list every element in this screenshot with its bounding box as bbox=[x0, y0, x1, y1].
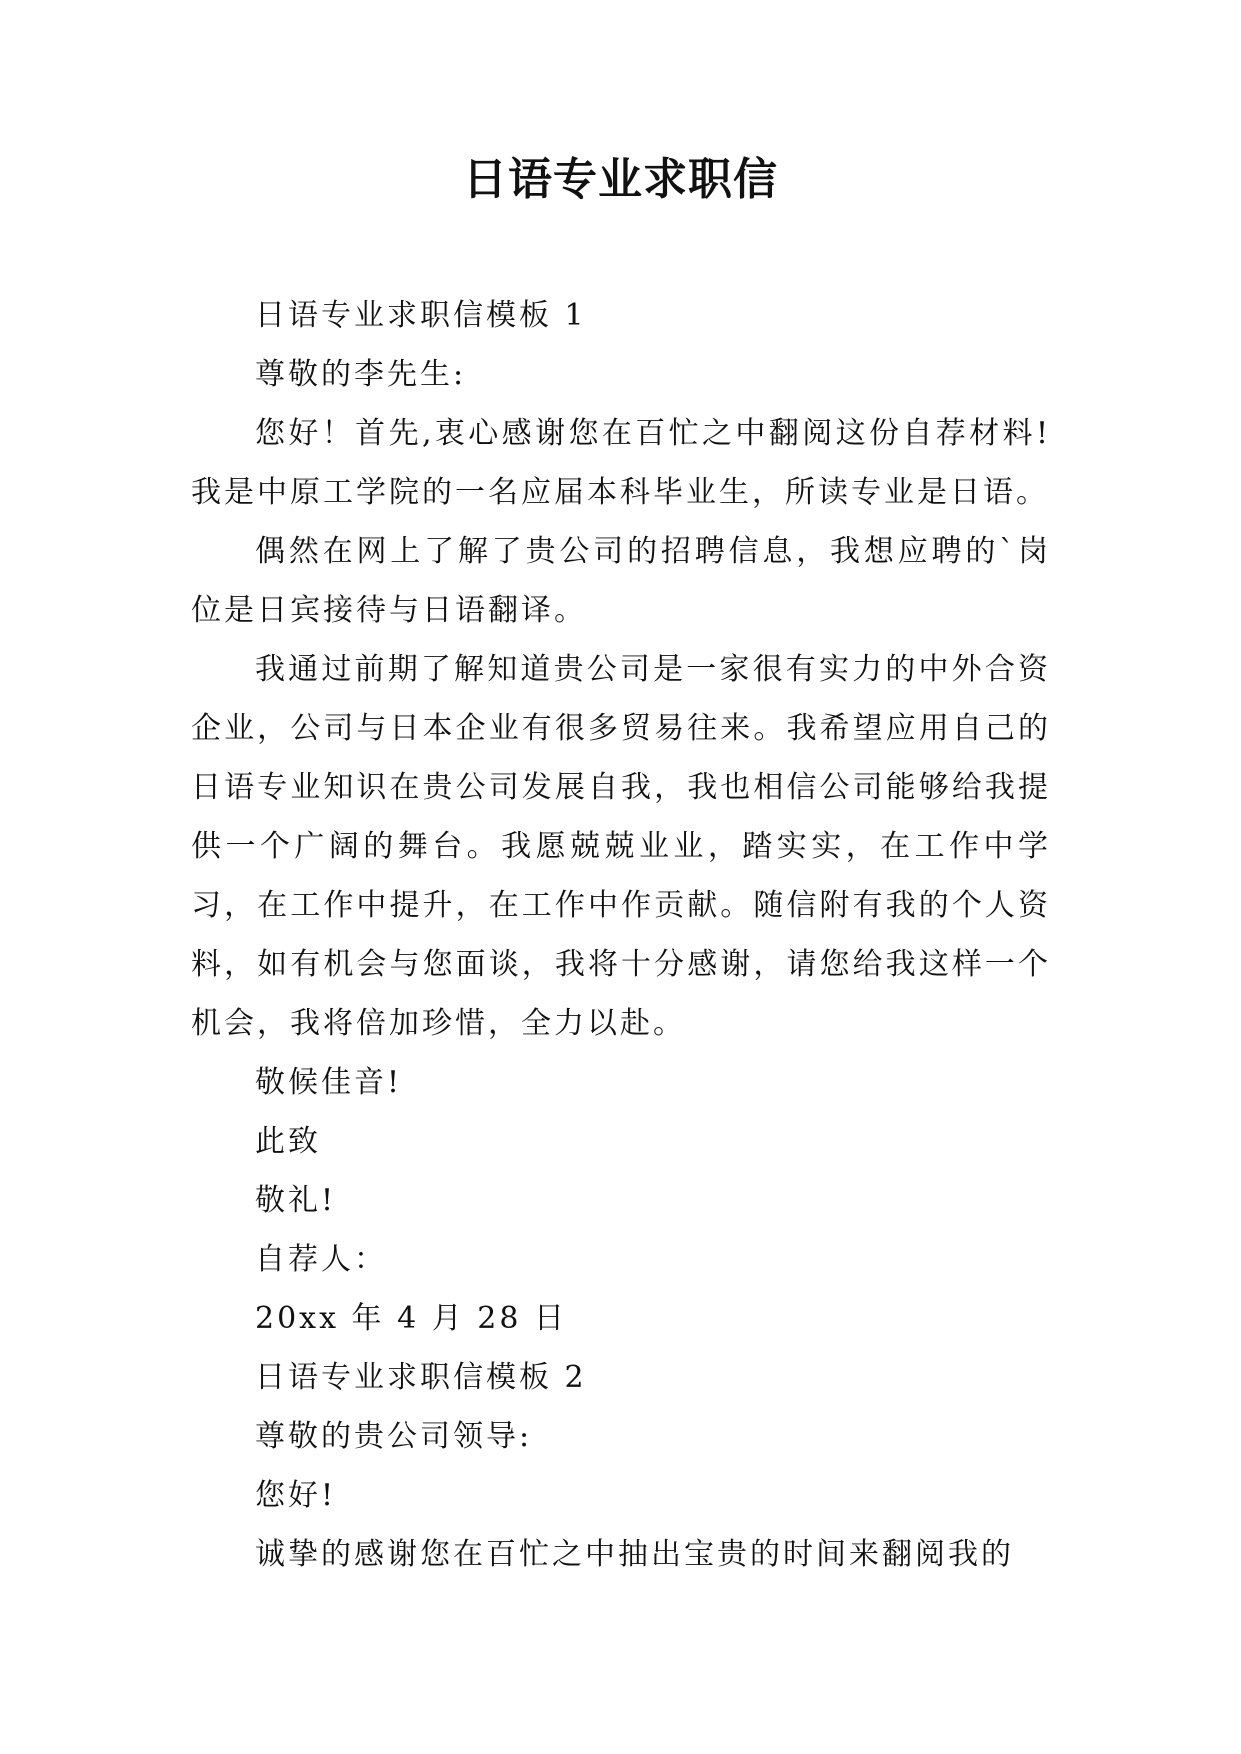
paragraph: 偶然在网上了解了贵公司的招聘信息，我想应聘的`岗位是日宾接待与日语翻译。 bbox=[191, 534, 1051, 628]
letter-date: 20xx 年 4 月 28 日 bbox=[255, 1301, 567, 1336]
document-title: 日语专业求职信 bbox=[463, 154, 778, 205]
paragraph: 我通过前期了解知道贵公司是一家很有实力的中外合资企业，公司与日本企业有很多贸易往来。我希望应用自己的日语专业知识在贵公司发展自我，我也相信公司能够给我提供一个广阔的舞台。我愿兢兢业业，踏实实，在工作中学习，在工作中提升，在工作中作贡献。随信附有我的个人资料，如有机会与您面谈，我将十分感谢，请您给我这样一个机会，我将倍加珍惜，全力以赴。 bbox=[191, 652, 1051, 1041]
paragraph: 您好！首先,衷心感谢您在百忙之中翻阅这份自荐材料!我是中原工学院的一名应届本科毕业生，所读专业是日语。 bbox=[191, 416, 1051, 510]
template-heading: 日语专业求职信模板 2 bbox=[255, 1360, 587, 1395]
closing-line: 敬礼! bbox=[255, 1183, 337, 1218]
salutation: 尊敬的李先生: bbox=[255, 357, 467, 392]
document-body bbox=[191, 286, 1051, 1584]
closing-line: 此致 bbox=[255, 1124, 321, 1159]
salutation: 尊敬的贵公司领导: bbox=[255, 1419, 533, 1454]
template-heading: 日语专业求职信模板 1 bbox=[255, 298, 587, 333]
greeting: 您好! bbox=[255, 1478, 337, 1513]
signer-label: 自荐人： bbox=[255, 1242, 387, 1277]
paragraph: 诚挚的感谢您在百忙之中抽出宝贵的时间来翻阅我的 bbox=[255, 1537, 1014, 1572]
closing-line: 敬候佳音! bbox=[255, 1065, 403, 1100]
